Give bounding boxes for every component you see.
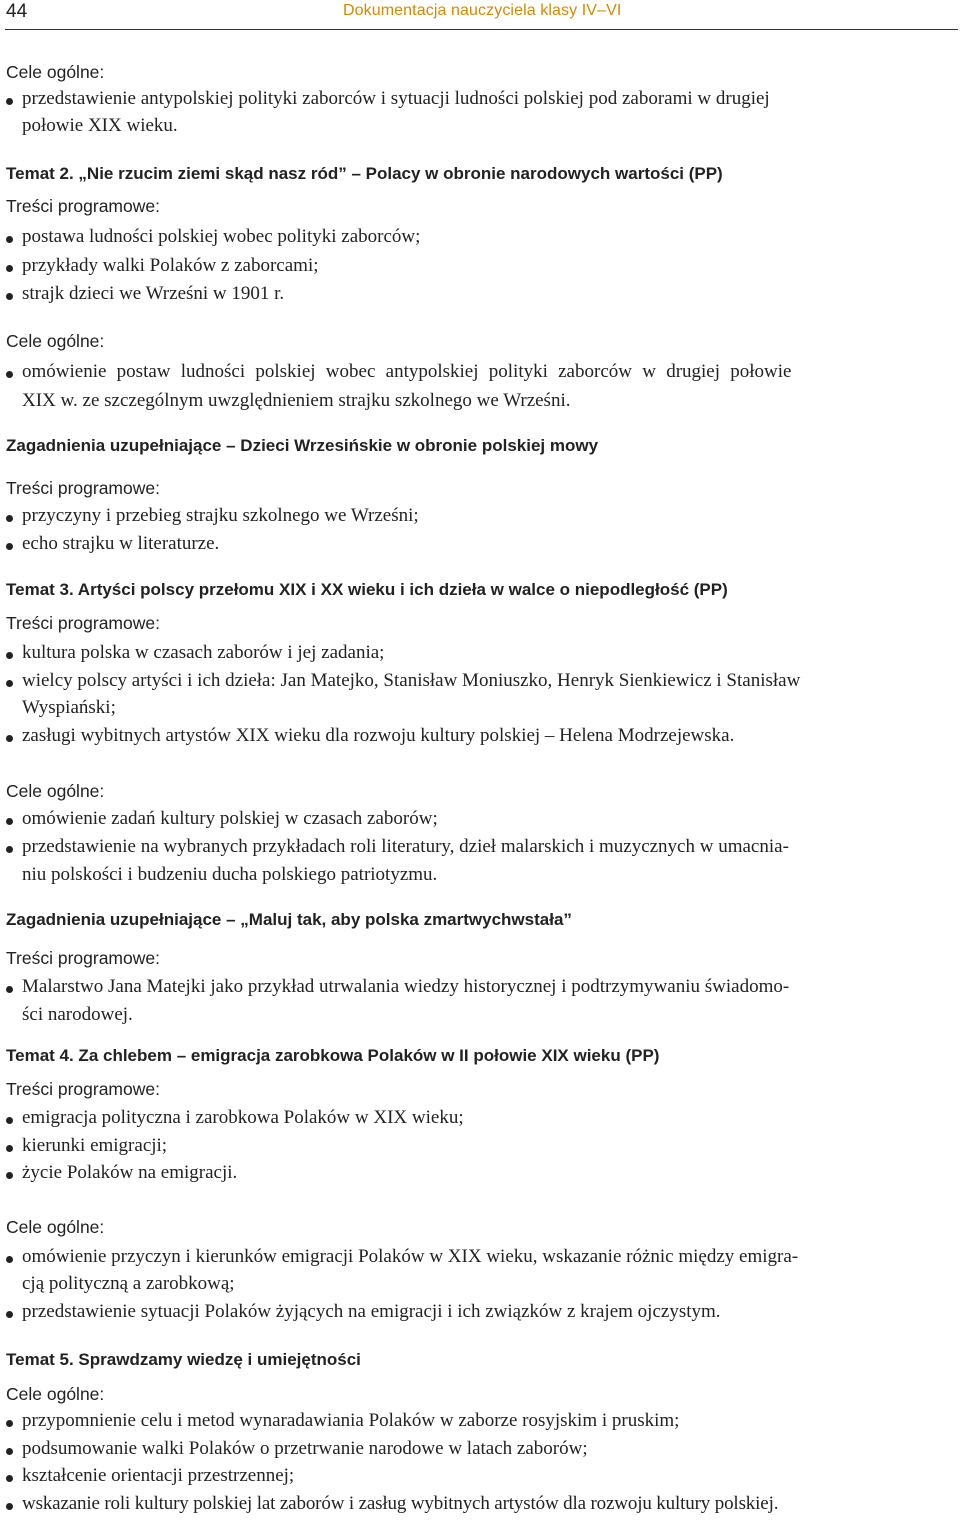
section-label: Cele ogólne: xyxy=(6,62,105,82)
list-item-text: życie Polaków na emigracji. xyxy=(22,1162,238,1183)
list-item xyxy=(6,88,944,112)
list-item-text: omówienie zadań kultury polskiej w czasach zaborów; xyxy=(22,808,438,829)
bullet-icon xyxy=(6,1117,13,1124)
section-label: Treści programowe: xyxy=(6,1079,160,1099)
list-item-text: przypomnienie celu i metod wynaradawiania Polaków w zaborze rosyjskim i pruskim; xyxy=(22,1410,680,1431)
bullet-icon xyxy=(6,515,13,522)
bullet-icon xyxy=(6,1420,13,1427)
section-label: Cele ogólne: xyxy=(6,1384,105,1404)
section-label: Treści programowe: xyxy=(6,478,160,498)
list-item-text: omówienie przyczyn i kierunków emigracji Polaków w XIX wieku, wskazanie różnic między emigra- xyxy=(22,1246,799,1267)
bullet-icon xyxy=(6,1172,13,1179)
bullet-icon xyxy=(6,1475,13,1482)
list-item-text: kształcenie orientacji przestrzennej; xyxy=(22,1465,295,1486)
list-item-text: wielcy polscy artyści i ich dzieła: Jan Matejko, Stanisław Moniuszko, Henryk Sienkiewicz i Stanisław xyxy=(22,670,801,691)
bullet-icon xyxy=(6,1503,13,1510)
list-item-text: Malarstwo Jana Matejki jako przykład utrwalania wiedzy historycznej i podtrzymywaniu świadomo- xyxy=(22,976,790,997)
bullet-icon xyxy=(6,371,13,378)
list-item-text: postawa ludności polskiej wobec polityki zaborców; xyxy=(22,226,421,247)
section-label: Cele ogólne: xyxy=(6,1217,105,1237)
list-item-text: przedstawienie antypolskiej polityki zaborców i sytuacji ludności polskiej pod zaborami w drugiej xyxy=(22,88,770,109)
supplementary-heading: Zagadnienia uzupełniające – Dzieci Wrzesińskie w obronie polskiej mowy xyxy=(6,436,599,455)
topic-heading: Temat 3. Artyści polscy przełomu XIX i XX wieku i ich dzieła w walce o niepodległość (PP) xyxy=(6,580,728,599)
supplementary-heading: Zagadnienia uzupełniające – „Maluj tak, aby polska zmartwychwstała” xyxy=(6,910,572,929)
list-item-text: kultura polska w czasach zaborów i jej zadania; xyxy=(22,642,385,663)
topic-heading: Temat 2. „Nie rzucim ziemi skąd nasz ród” – Polacy w obronie narodowych wartości (PP) xyxy=(6,164,723,183)
list-item-text: podsumowanie walki Polaków o przetrwanie narodowe w latach zaborów; xyxy=(22,1438,588,1459)
bullet-icon xyxy=(6,293,13,300)
section-label: Cele ogólne: xyxy=(6,331,105,351)
list-item-continuation: ści narodowej. xyxy=(22,1004,133,1025)
list-item-text: przedstawienie sytuacji Polaków żyjących na emigracji i ich związków z krajem ojczystym. xyxy=(22,1301,721,1322)
bullet-icon xyxy=(6,98,13,105)
list-item-continuation: połowie XIX wieku. xyxy=(22,115,178,136)
list-item-continuation: niu polskości i budzeniu ducha polskiego patriotyzmu. xyxy=(22,864,438,885)
section-label: Treści programowe: xyxy=(6,196,160,216)
bullet-icon xyxy=(6,846,13,853)
list-item-text: strajk dzieci we Wrześni w 1901 r. xyxy=(22,283,285,304)
list-item-text: omówienie postaw ludności polskiej wobec antypolskiej polityki zaborców w drugiej połowie xyxy=(22,361,792,382)
bullet-icon xyxy=(6,236,13,243)
list-item-text: przedstawienie na wybranych przykładach roli literatury, dzieł malarskich i muzycznych w umacnia- xyxy=(22,836,789,857)
list-item-text: kierunki emigracji; xyxy=(22,1135,168,1156)
header-divider xyxy=(5,29,958,30)
topic-heading: Temat 4. Za chlebem – emigracja zarobkowa Polaków w II połowie XIX wieku (PP) xyxy=(6,1046,660,1065)
section-label: Treści programowe: xyxy=(6,948,160,968)
bullet-icon xyxy=(6,265,13,272)
running-title: Dokumentacja nauczyciela klasy IV–VI xyxy=(343,2,622,19)
section-label: Treści programowe: xyxy=(6,613,160,633)
topic-heading: Temat 5. Sprawdzamy wiedzę i umiejętności xyxy=(6,1350,361,1369)
list-item-continuation: Wyspiański; xyxy=(22,697,116,718)
page-number: 44 xyxy=(6,1,28,22)
bullet-icon xyxy=(6,1256,13,1263)
list-item-text: zasługi wybitnych artystów XIX wieku dla rozwoju kultury polskiej – Helena Modrzejewska. xyxy=(22,725,735,746)
bullet-icon xyxy=(6,1145,13,1152)
section-label: Cele ogólne: xyxy=(6,781,105,801)
bullet-icon xyxy=(6,1448,13,1455)
list-item-text: echo strajku w literaturze. xyxy=(22,533,220,554)
list-item-continuation: XIX w. ze szczególnym uwzględnieniem strajku szkolnego we Wrześni. xyxy=(22,390,571,411)
page-header xyxy=(0,0,960,34)
list-item-text: przyczyny i przebieg strajku szkolnego we Wrześni; xyxy=(22,505,419,526)
list-item-text: przykłady walki Polaków z zaborcami; xyxy=(22,255,319,276)
list-item-text: emigracja polityczna i zarobkowa Polaków w XIX wieku; xyxy=(22,1107,464,1128)
bullet-icon xyxy=(6,1311,13,1318)
list-item-text: wskazanie roli kultury polskiej lat zaborów i zasług wybitnych artystów dla rozwoju kultury polskiej. xyxy=(22,1493,779,1514)
bullet-icon xyxy=(6,735,13,742)
bullet-icon xyxy=(6,818,13,825)
list-item-continuation: cją polityczną a zarobkową; xyxy=(22,1273,235,1294)
bullet-icon xyxy=(6,986,13,993)
bullet-icon xyxy=(6,652,13,659)
bullet-icon xyxy=(6,543,13,550)
bullet-icon xyxy=(6,680,13,687)
